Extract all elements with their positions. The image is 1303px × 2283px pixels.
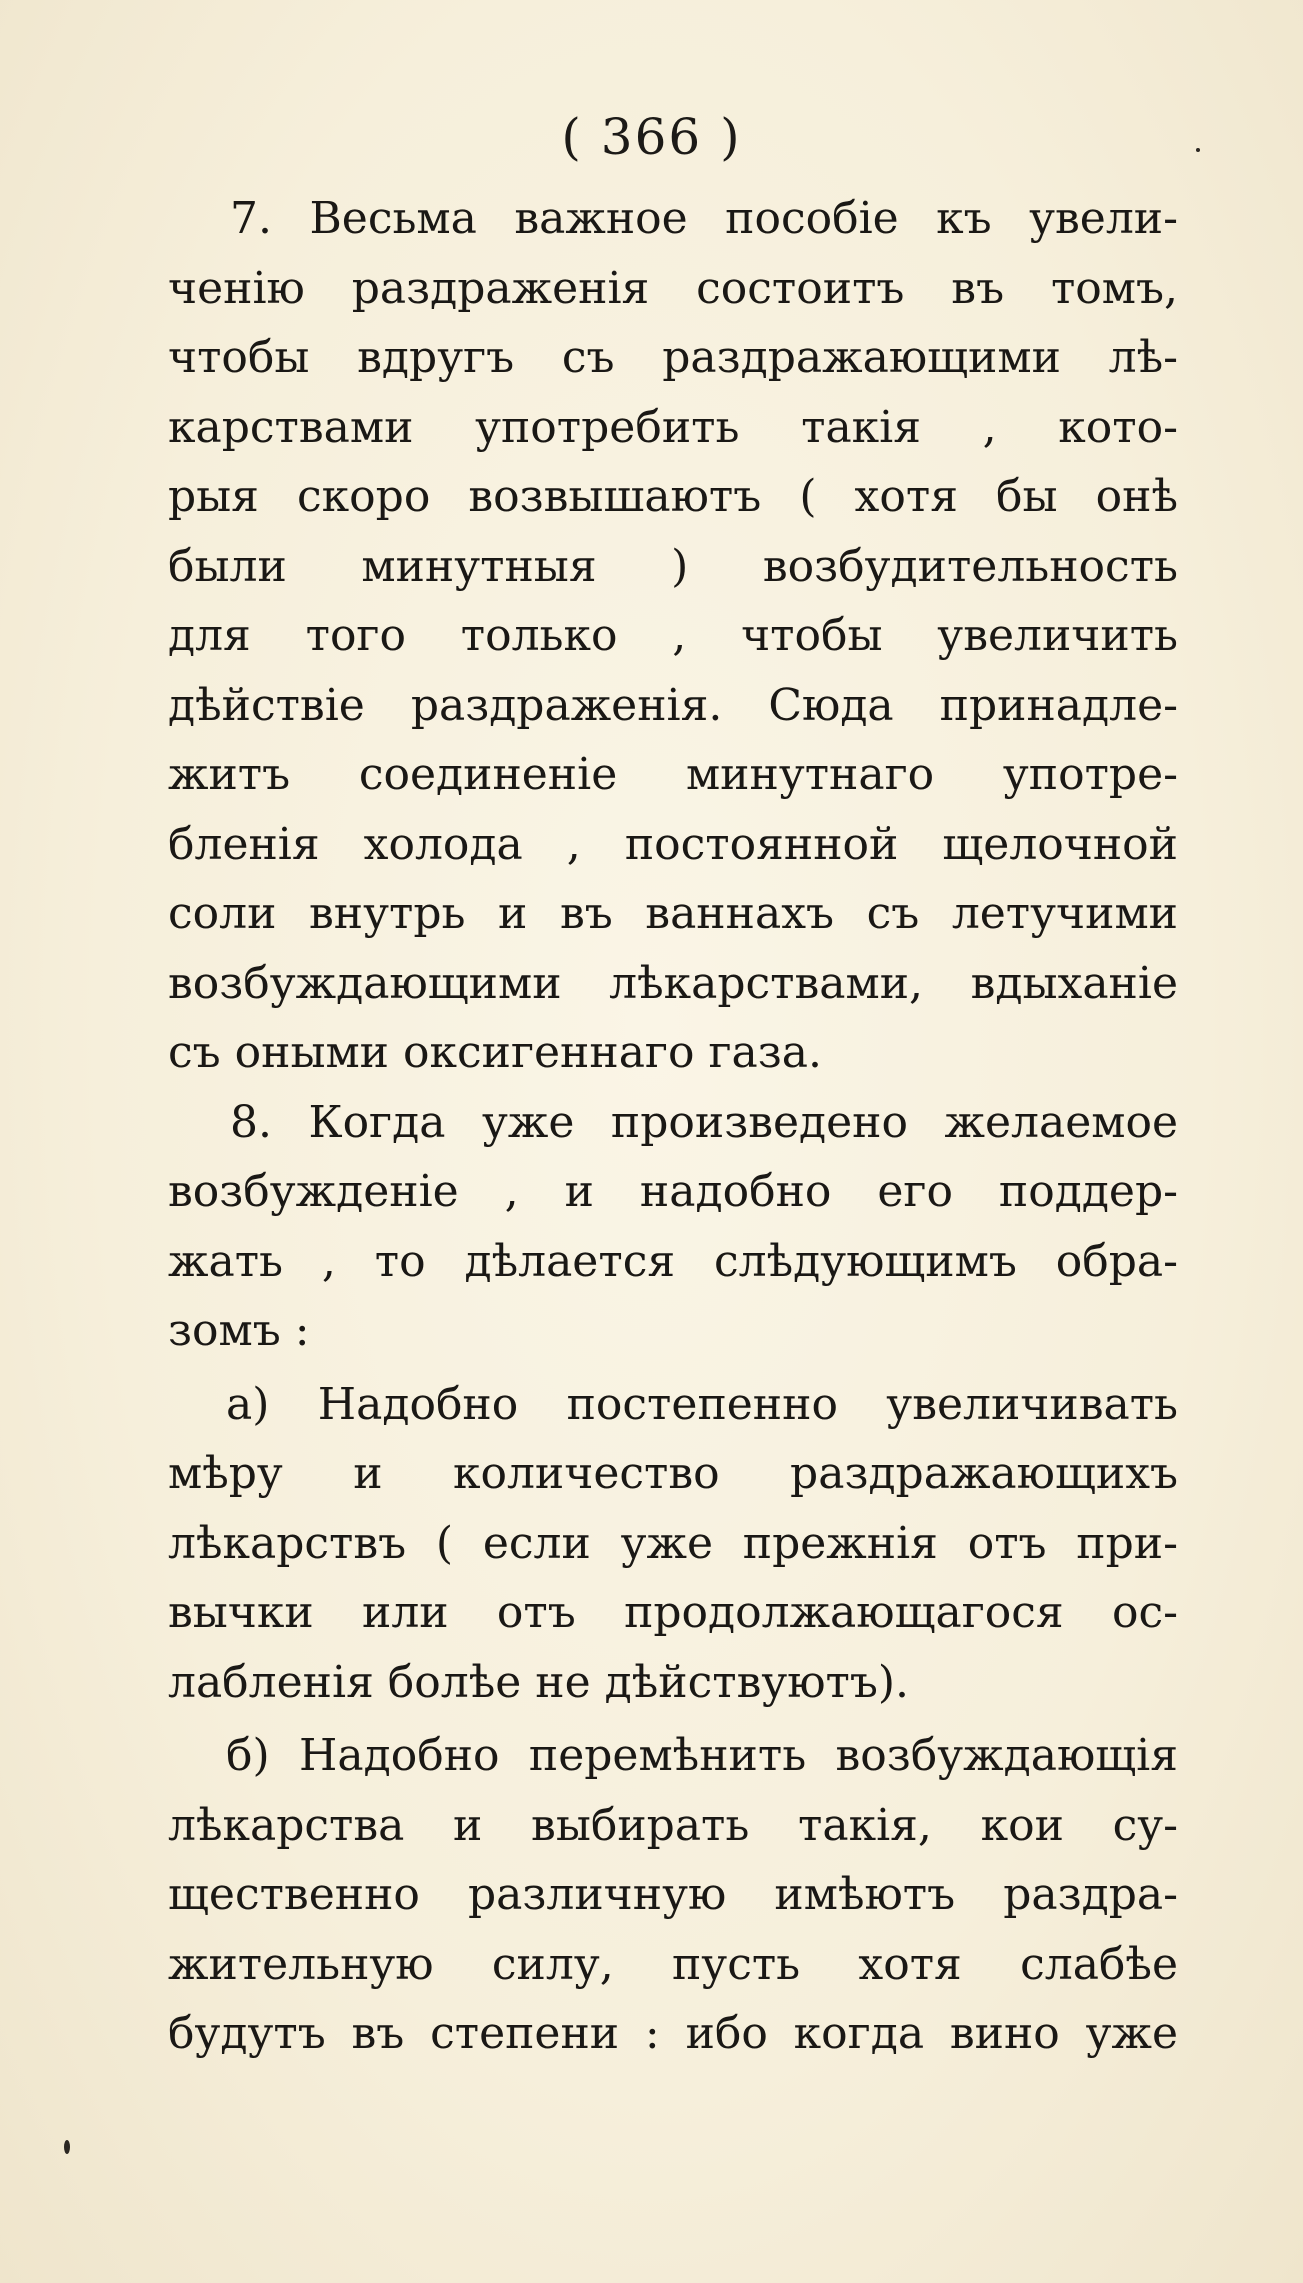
text-line: ченію раздраженія состоитъ въ томъ, xyxy=(168,262,1178,314)
text-line: возбужденіе , и надобно его поддер- xyxy=(168,1166,1178,1217)
text-line: карствами употребить такія , кото- xyxy=(168,401,1178,453)
text-line: съ оными оксигеннаго газа. xyxy=(168,1027,822,1078)
text-line: б) Надобно перемѣнить возбуждающія xyxy=(226,1730,1178,1781)
paragraph-a xyxy=(168,1370,1178,1718)
ink-speck xyxy=(64,2140,70,2154)
ink-speck xyxy=(1196,148,1200,152)
paragraph-8 xyxy=(168,1088,1178,1366)
text-line: мѣру и количество раздражающихъ xyxy=(168,1448,1178,1499)
text-line: 7. Весьма важное пособіе къ увели- xyxy=(230,193,1178,244)
text-line: житъ соединеніе минутнаго употре- xyxy=(168,749,1178,800)
text-line: 8. Когда уже произведено желаемое xyxy=(230,1096,1178,1148)
text-line: зомъ : xyxy=(168,1305,310,1356)
page-number: ( 366 ) xyxy=(561,108,742,166)
text-line: будутъ въ степени : ибо когда вино уже xyxy=(168,2008,1178,2059)
text-line: щественно различную имѣютъ раздра- xyxy=(168,1869,1178,1920)
text-line: лабленія болѣе не дѣйствуютъ). xyxy=(168,1656,910,1708)
text-line: для того только , чтобы увеличить xyxy=(168,610,1178,661)
text-line: возбуждающими лѣкарствами, вдыханіе xyxy=(168,957,1178,1009)
text-line: лѣкарства и выбирать такія, кои су- xyxy=(168,1799,1178,1851)
text-line: соли внутрь и въ ваннахъ съ летучими xyxy=(168,888,1178,939)
text-line: рыя скоро возвышаютъ ( хотя бы онѣ xyxy=(168,471,1178,522)
text-line: лѣкарствъ ( если уже прежнія отъ при- xyxy=(168,1517,1178,1569)
text-line: бленія холода , постоянной щелочной xyxy=(168,818,1178,870)
paragraph-7 xyxy=(168,184,1178,1088)
text-line: чтобы вдругъ съ раздражающими лѣ- xyxy=(168,332,1178,383)
text-line: вычки или отъ продолжающагося ос- xyxy=(168,1587,1178,1638)
paragraph-b xyxy=(168,1721,1178,2069)
body-text xyxy=(168,184,1178,2069)
text-line: были минутныя ) возбудительность xyxy=(168,540,1178,592)
text-line: дѣйствіе раздраженія. Сюда принадле- xyxy=(168,679,1178,731)
text-line: а) Надобно постепенно увеличивать xyxy=(226,1378,1178,1430)
text-line: жительную силу, пусть хотя слабѣе xyxy=(168,1938,1178,1990)
text-line: жать , то дѣлается слѣдующимъ обра- xyxy=(168,1235,1178,1287)
